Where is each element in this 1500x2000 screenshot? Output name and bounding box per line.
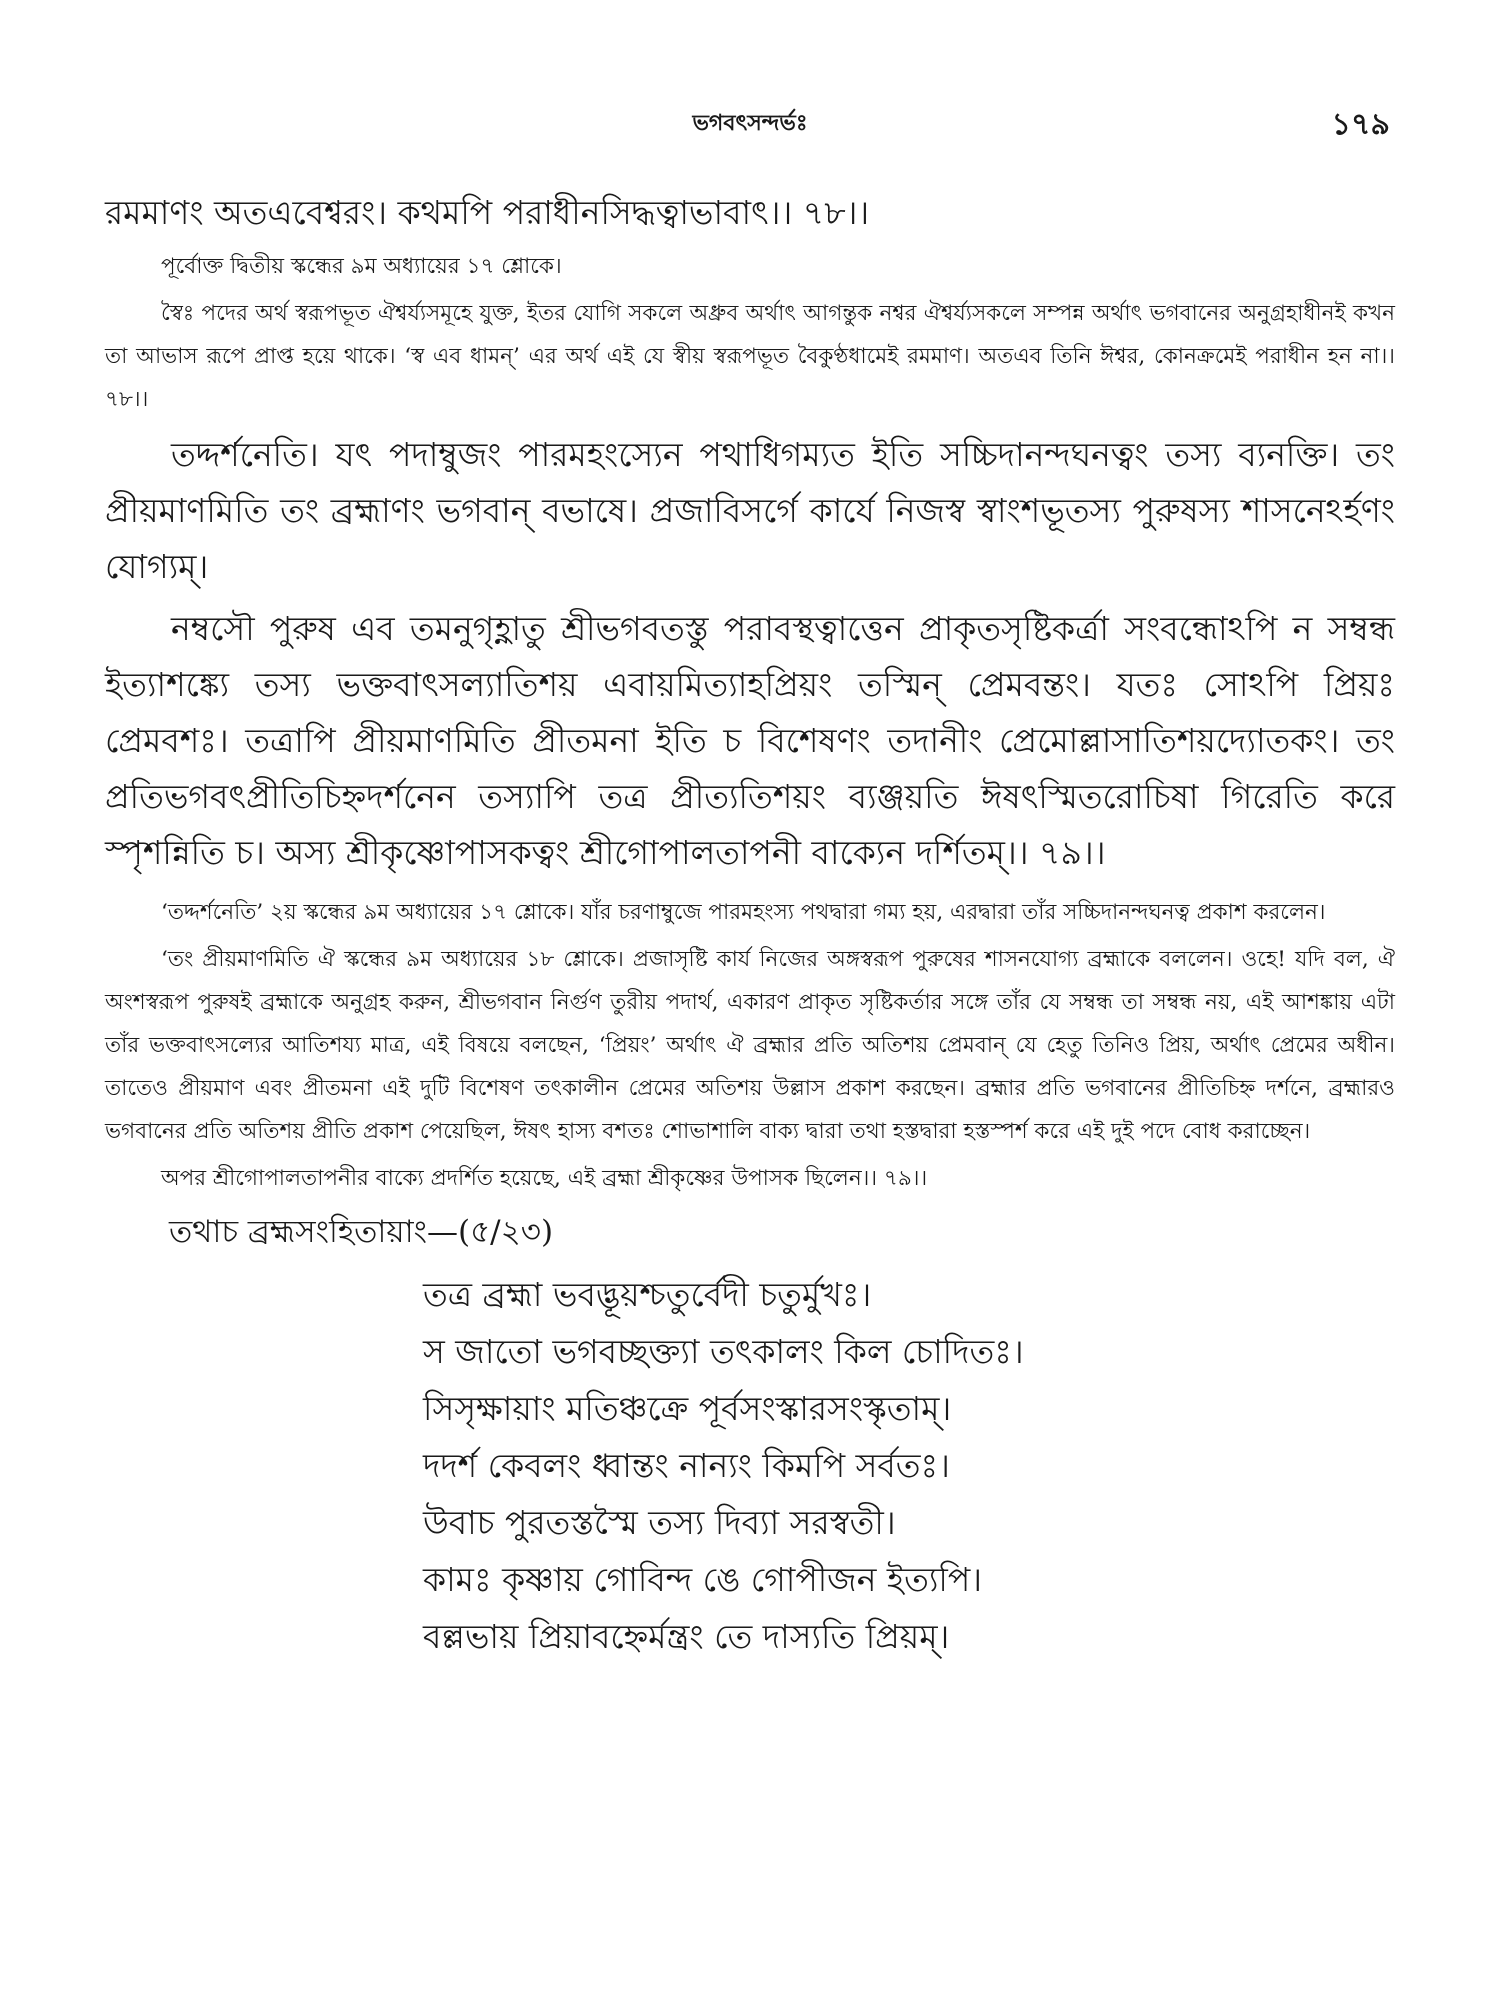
verse-line: কামঃ কৃষ্ণায় গোবিন্দ ঙে গোপীজন ইত্যপি। <box>423 1560 983 1599</box>
sanskrit-commentary-tad-darshana: তদ্দর্শনেতি। যৎ পদাম্বুজং পারমহংস্যেন পথাধিগম্যত ইতি সচ্চিদানন্দঘনত্বং তস্য ব্যনক্তি। তং প্রীয়মাণমিতি তং ব্রহ্মাণং ভগবান্ বভাষে। প্রজাবিসর্গে কার্যে নিজস্ব স্বাংশভূতস্য পুরুষস্য শাসনেঽর্হণং যোগ্যম্। <box>105 435 1395 586</box>
brahma-samhita-heading: তথাচ ব্রহ্মসংহিতায়াং—(৫/২৩) <box>169 1214 554 1250</box>
brahma-samhita-verse <box>423 1266 1395 1665</box>
page-number: ১৭৯ <box>1331 107 1390 142</box>
bengali-explanation-78: স্বৈঃ পদের অর্থ স্বরূপভূত ঐশ্বর্য্যসমূহে যুক্ত, ইতর যোগি সকলে অধ্রুব অর্থাৎ আগন্তুক নশ্বর ঐশ্বর্য্যসকলে সম্পন্ন অর্থাৎ ভগবানের অনুগ্রহাধীনই কখন তা আভাস রূপে প্রাপ্ত হয়ে থাকে। ‘স্ব এব ধামন্’ এর অর্থ এই যে স্বীয় স্বরূপভূত বৈকুণ্ঠধামেই রমমাণ। অতএব তিনি ঈশ্বর, কোনক্রমেই পরাধীন হন না।। ৭৮।। <box>105 301 1395 412</box>
running-title: ভগবৎসন্দর্ভঃ <box>692 110 808 136</box>
page-body <box>105 185 1395 1665</box>
verse-line: উবাচ পুরতস্তস্মৈ তস্য দিব্যা সরস্বতী। <box>423 1503 896 1542</box>
verse-line: স জাতো ভগবচ্ছক্ত্যা তৎকালং কিল চোদিতঃ। <box>423 1332 1024 1371</box>
sanskrit-commentary-78-end: রমমাণং অতএবেশ্বরং। কথমপি পরাধীনসিদ্ধত্বাভাবাৎ।। ৭৮।। <box>105 193 870 232</box>
verse-line: সিসৃক্ষায়াং মতিঞ্চক্রে পূর্বসংস্কারসংস্কৃতাম্। <box>423 1389 952 1428</box>
verse-line: বল্লভায় প্রিয়াবহ্নের্মন্ত্রং তে দাস্যতি প্রিয়ম্। <box>423 1617 950 1656</box>
verse-line: দদর্শ কেবলং ধ্বান্তং নান্যং কিমপি সর্বতঃ। <box>423 1446 950 1485</box>
bengali-reference-note: পূর্বোক্ত দ্বিতীয় স্কন্ধের ৯ম অধ্যায়ের ১৭ শ্লোকে। <box>161 254 562 279</box>
bengali-explanation-tad-darshana: ‘তদ্দর্শনেতি’ ২য় স্কন্ধের ৯ম অধ্যায়ের ১৭ শ্লোকে। যাঁর চরণাম্বুজে পারমহংস্য পথদ্বারা গম্য হয়, এরদ্বারা তাঁর সচ্চিদানন্দঘনত্ব প্রকাশ করলেন। <box>161 900 1326 925</box>
spacer <box>105 881 1395 887</box>
running-header <box>100 100 1400 140</box>
bengali-explanation-priyamana: ‘তং প্রীয়মাণমিতি ঐ স্কন্ধের ৯ম অধ্যায়ের ১৮ শ্লোকে। প্রজাসৃষ্টি কার্য নিজের অঙ্গস্বরূপ পুরুষের শাসনযোগ্য ব্রহ্মাকে বললেন। ওহে! যদি বল, ঐ অংশস্বরূপ পুরুষই ব্রহ্মাকে অনুগ্রহ করুন, শ্রীভগবান নির্গুণ তুরীয় পদার্থ, একারণ প্রাকৃত সৃষ্টিকর্তার সঙ্গে তাঁর যে সম্বন্ধ তা সম্বন্ধ নয়, এই আশঙ্কায় এটা তাঁর ভক্তবাৎসল্যের আতিশয্য মাত্র, এই বিষয়ে বলছেন, ‘প্রিয়ং’ অর্থাৎ ঐ ব্রহ্মার প্রতি অতিশয় প্রেমবান্ যে হেতু তিনিও প্রিয়, অর্থাৎ প্রেমের অধীন। তাতেও প্রীয়মাণ এবং প্রীতমনা এই দুটি বিশেষণ তৎকালীন প্রেমের অতিশয় উল্লাস প্রকাশ করছেন। ব্রহ্মার প্রতি ভগবানের প্রীতিচিহ্ন দর্শনে, ব্রহ্মারও ভগবানের প্রতি অতিশয় প্রীতি প্রকাশ পেয়েছিল, ঈষৎ হাস্য বশতঃ শোভাশালি বাক্য দ্বারা তথা হস্তদ্বারা হস্তস্পর্শ করে এই দুই পদে বোধ করাচ্ছেন। <box>105 947 1395 1144</box>
sanskrit-commentary-79: নম্বসৌ পুরুষ এব তমনুগৃহ্ণাতু শ্রীভগবতস্তু পরাবস্থত্বাত্তেন প্রাকৃতসৃষ্টিকর্ত্রা সংবন্ধোঽপি ন সম্বন্ধ ইত্যাশঙ্ক্যে তস্য ভক্তবাৎসল্যাতিশয় এবায়মিত্যাহপ্রিয়ং তস্মিন্ প্রেমবন্তং। যতঃ সোঽপি প্রিয়ঃ প্রেমবশঃ। তত্রাপি প্রীয়মাণমিতি প্রীতমনা ইতি চ বিশেষণং তদানীং প্রেমোল্লাসাতিশয়দ্যোতকং। তং প্রতিভগবৎপ্রীতিচিহ্নদর্শনেন তস্যাপি তত্র প্রীত্যতিশয়ং ব্যঞ্জয়তি ঈষৎস্মিতরোচিষা গিরেতি করে স্পৃশন্নিতি চ। অস্য শ্রীকৃষ্ণোপাসকত্বং শ্রীগোপালতাপনী বাক্যেন দর্শিতম্।। ৭৯।। <box>105 609 1395 872</box>
bengali-explanation-79-end: অপর শ্রীগোপালতাপনীর বাক্যে প্রদর্শিত হয়েছে, এই ব্রহ্মা শ্রীকৃষ্ণের উপাসক ছিলেন।। ৭৯।। <box>161 1166 928 1191</box>
verse-line: তত্র ব্রহ্মা ভবদ্ভূয়শ্চতুর্বেদী চতুর্মুখঃ। <box>423 1275 872 1314</box>
